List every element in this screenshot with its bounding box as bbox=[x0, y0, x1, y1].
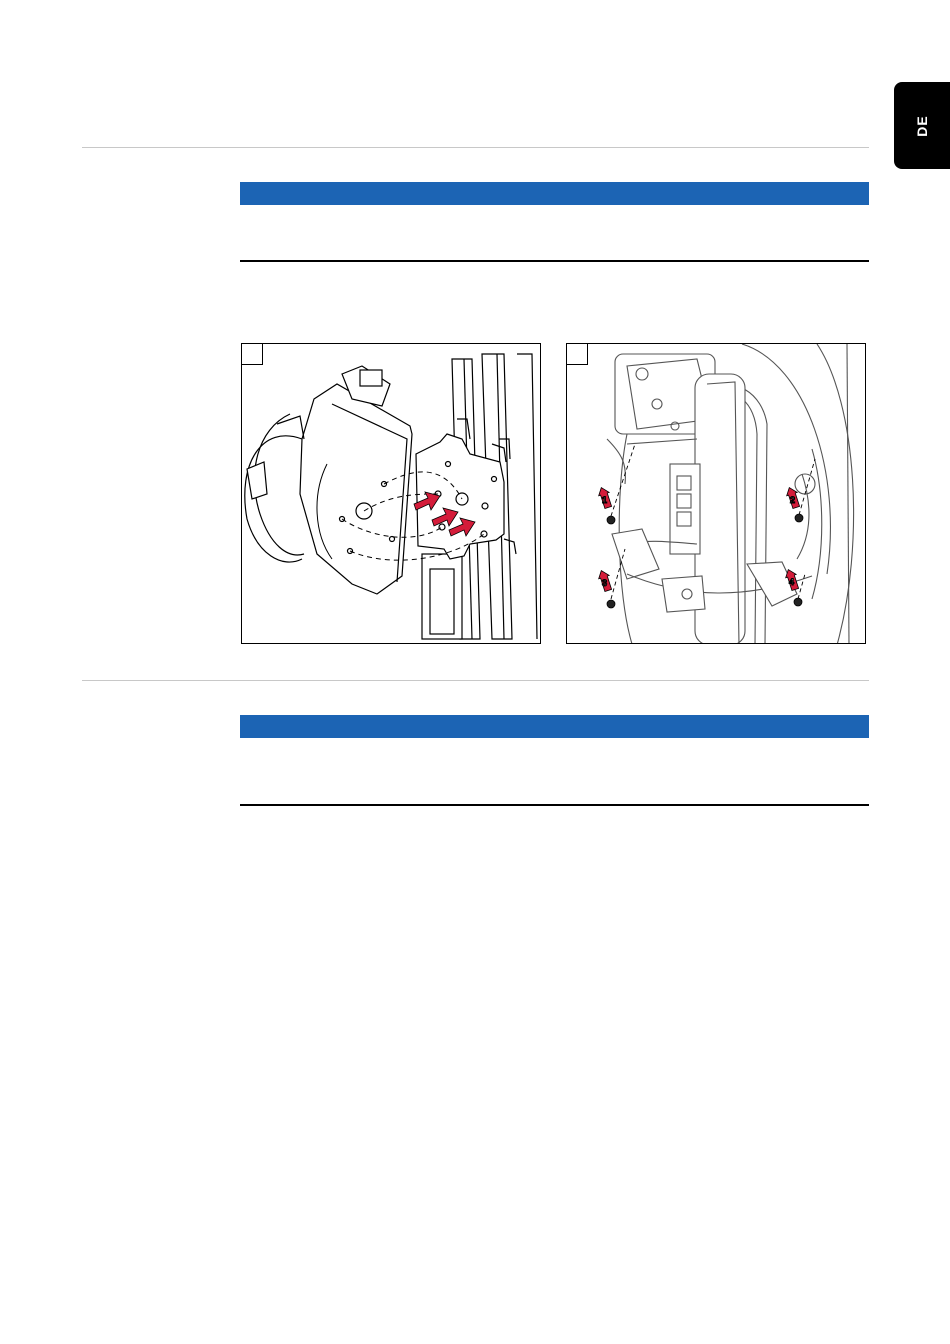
note-bottom-rule-2 bbox=[240, 804, 869, 806]
note-bottom-rule bbox=[240, 260, 869, 262]
section-divider-top bbox=[82, 147, 869, 148]
screw-3 bbox=[607, 600, 615, 608]
screw-1 bbox=[607, 516, 615, 524]
screw-illustration bbox=[567, 344, 866, 644]
screw-label-3: 3 bbox=[602, 578, 608, 588]
numbered-arrow-3 bbox=[597, 569, 614, 592]
screw-label-4: 4 bbox=[789, 577, 795, 587]
note-header-bar bbox=[240, 182, 869, 205]
screw-label-2: 2 bbox=[790, 495, 796, 505]
screw-2 bbox=[795, 514, 803, 522]
figure-mounting-plate bbox=[241, 343, 541, 644]
screw-4 bbox=[794, 598, 802, 606]
figure-screw-attachment bbox=[566, 343, 866, 644]
unit-body-drawing bbox=[607, 344, 854, 644]
mounting-illustration bbox=[242, 344, 541, 644]
section-divider-middle bbox=[82, 680, 869, 681]
numbered-arrow-2 bbox=[785, 486, 802, 509]
numbered-arrow-1 bbox=[597, 486, 614, 509]
language-tab bbox=[894, 82, 950, 169]
note-header-bar-2 bbox=[240, 715, 869, 738]
screw-label-1: 1 bbox=[602, 495, 608, 505]
language-tab-label: DE bbox=[914, 114, 930, 137]
